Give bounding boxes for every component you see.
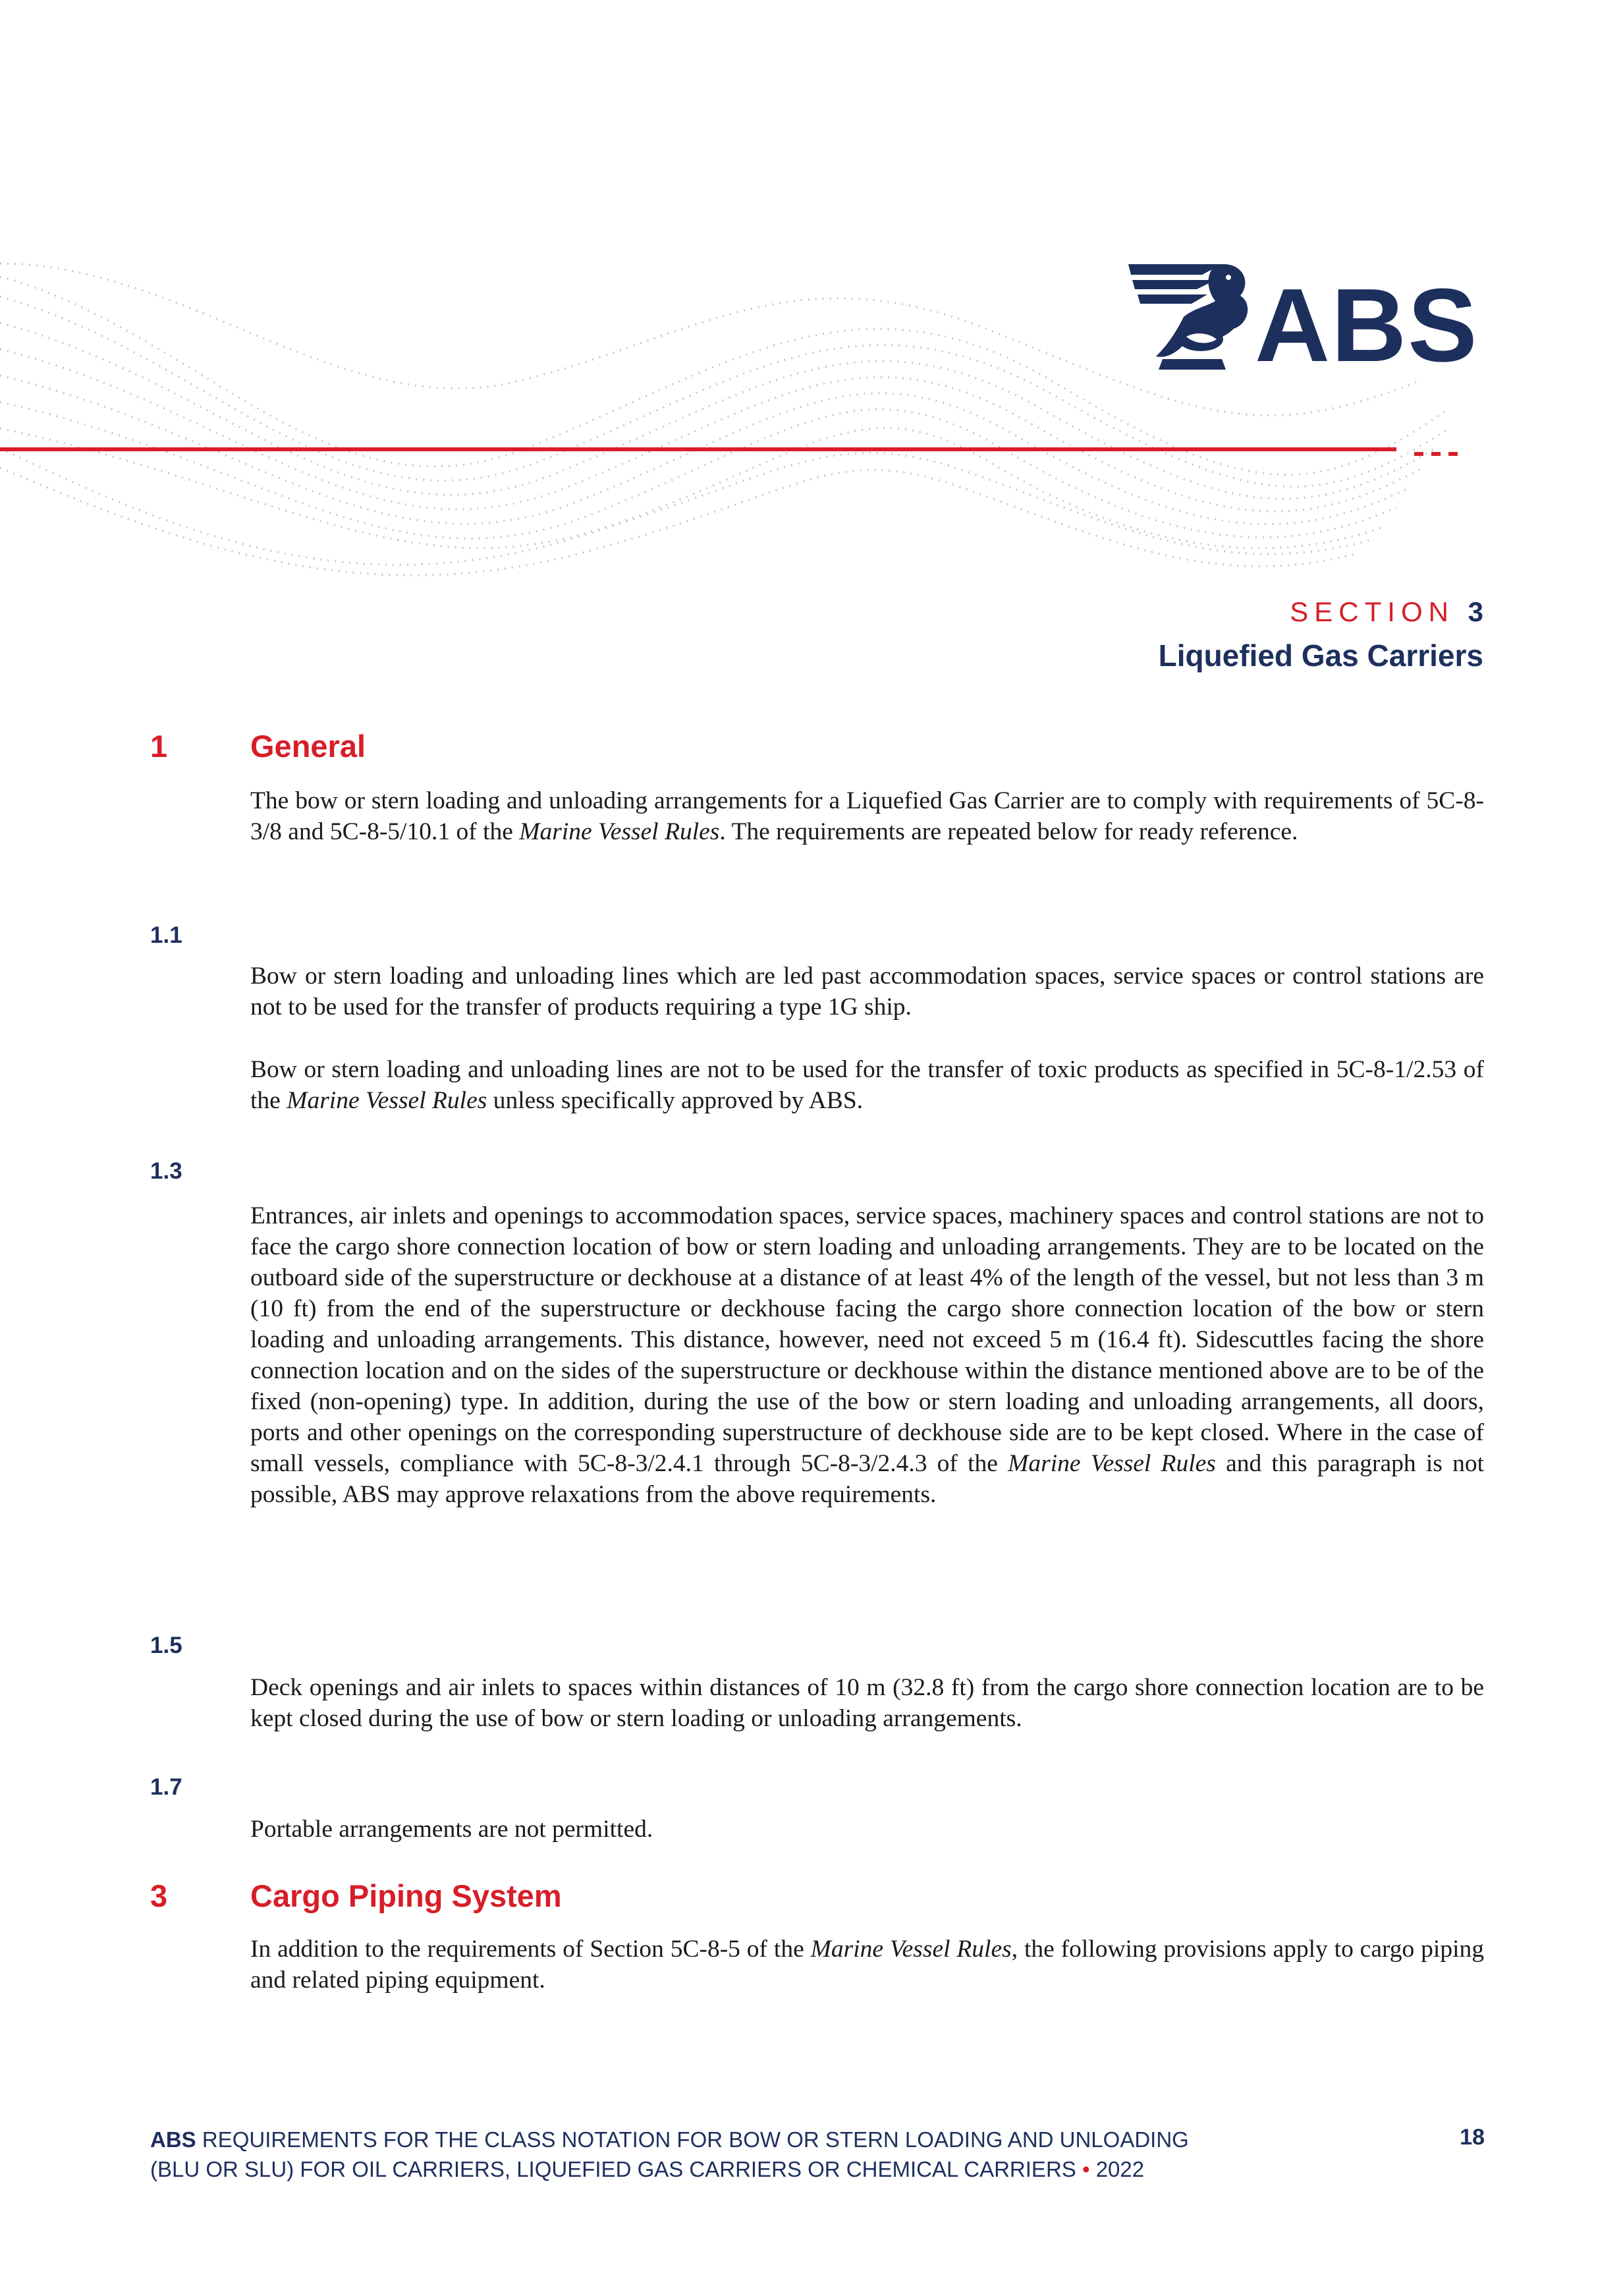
paragraph-cargo-piping-intro: In addition to the requirements of Section 5C-8-5 of the Marine Vessel Rules, the following provisions apply to cargo piping and related piping equipment. bbox=[250, 1936, 1484, 1994]
paragraph-1-5: Deck openings and air inlets to spaces within distances of 10 m (32.8 ft) from the cargo shore connection location are to be kept closed during the use of bow or stern loading or unloading arrangements. bbox=[250, 1674, 1484, 1732]
footer-line-2: (BLU OR SLU) FOR OIL CARRIERS, LIQUEFIED GAS CARRIERS OR CHEMICAL CARRIERS • 2022 bbox=[150, 2157, 1145, 2181]
footer-line-1: ABS REQUIREMENTS FOR THE CLASS NOTATION FOR BOW OR STERN LOADING AND UNLOADING bbox=[150, 2127, 1189, 2152]
footer-brand: ABS bbox=[150, 2127, 196, 2152]
subheading-1-1: 1.1 bbox=[150, 922, 182, 948]
paragraph-1-1-b: Bow or stern loading and unloading lines are not to be used for the transfer of toxic products as specified in 5C-8-1/2.53 of the Marine Vessel Rules unless specifically approved by ABS. bbox=[250, 1056, 1484, 1114]
paragraph-1-1-a: Bow or stern loading and unloading lines which are led past accommodation spaces, service spaces or control stations are not to be used for the transfer of products requiring a type 1G ship. bbox=[250, 963, 1484, 1021]
subheading-1-3: 1.3 bbox=[150, 1158, 182, 1184]
rules-reference: Marine Vessel Rules bbox=[519, 818, 720, 845]
heading-number: 3 bbox=[150, 1878, 168, 1913]
heading-number: 1 bbox=[150, 729, 168, 764]
rules-reference: Marine Vessel Rules bbox=[287, 1087, 487, 1114]
heading-title: Cargo Piping System bbox=[250, 1878, 562, 1913]
footer-year: 2022 bbox=[1095, 2157, 1145, 2181]
section-label-text: SECTION bbox=[1290, 596, 1454, 627]
header-red-dots bbox=[1414, 447, 1467, 451]
rules-reference: Marine Vessel Rules bbox=[1008, 1450, 1216, 1477]
page-number: 18 bbox=[1460, 2125, 1485, 2150]
section-number: 3 bbox=[1468, 596, 1483, 627]
page-footer bbox=[150, 2125, 1487, 2184]
paragraph-general-intro: The bow or stern loading and unloading arrangements for a Liquefied Gas Carrier are to comply with requirements of 5C-8-3/8 and 5C-8-5/10.1 of the Marine Vessel Rules. The requirements are repeated below for ready reference. bbox=[250, 787, 1484, 845]
paragraph-1-3: Entrances, air inlets and openings to accommodation spaces, service spaces, machinery spaces and control stations are not to face the cargo shore connection location of bow or stern loading and unloading arrangements. They are to be located on the outboard side of the superstructure or deckhouse at a distance of at least 4% of the length of the vessel, but not less than 3 m (10 ft) from the end of the superstructure or deckhouse facing the cargo shore connection location of the bow or stern loading and unloading arrangements. This distance, however, need not exceed 5 m (16.4 ft). Sidescuttles facing the shore connection location and on the sides of the superstructure or deckhouse within the distance mentioned above are to be of the fixed (non-opening) type. In addition, during the use of the bow or stern loading and unloading arrangements, all doors, ports and other openings on the corresponding superstructure of deckhouse side are to be kept closed. Where in the case of small vessels, compliance with 5C-8-3/2.4.1 through 5C-8-3/2.4.3 of the Marine Vessel Rules and this paragraph is not possible, ABS may approve relaxations from the above requirements. bbox=[250, 1202, 1485, 1508]
abs-logo-wordmark: ABS bbox=[1255, 267, 1479, 383]
subheading-1-7: 1.7 bbox=[150, 1774, 182, 1800]
footer-bullet: • bbox=[1076, 2157, 1096, 2181]
section-label bbox=[1290, 596, 1483, 628]
rules-reference: Marine Vessel Rules bbox=[810, 1936, 1012, 1963]
paragraph-1-7: Portable arrangements are not permitted. bbox=[250, 1816, 653, 1843]
subheading-1-5: 1.5 bbox=[150, 1633, 182, 1658]
header-red-rule bbox=[0, 447, 1396, 451]
section-title: Liquefied Gas Carriers bbox=[1158, 638, 1483, 673]
heading-title: General bbox=[250, 729, 366, 764]
